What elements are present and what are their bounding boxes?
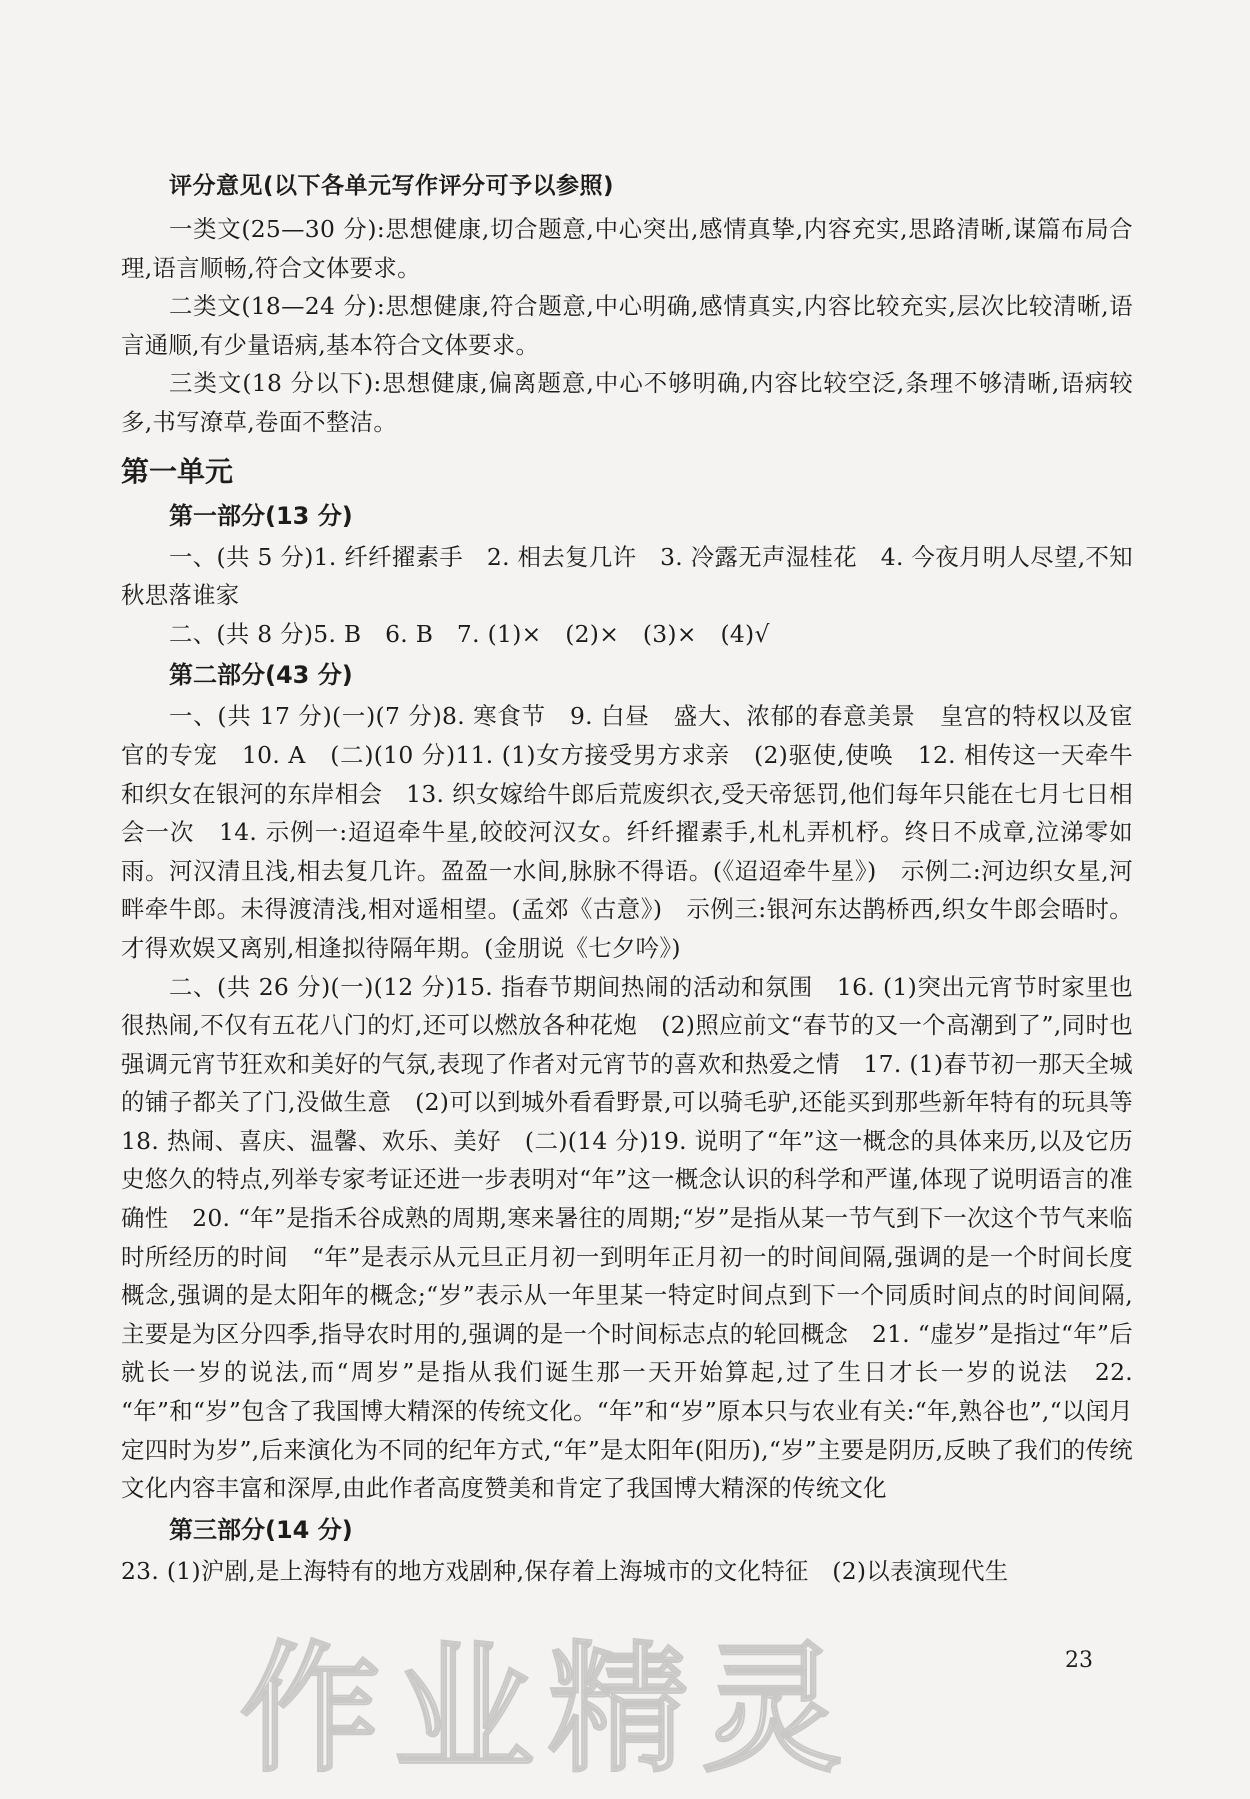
part-3-title: 第三部分(14 分) [169, 1515, 353, 1544]
scoring-heading: 评分意见(以下各单元写作评分可予以参照) [169, 173, 615, 199]
part-2-paragraph-2: 二、(共 26 分)(一)(12 分)15. 指春节期间热闹的活动和氛围 16. (1)突出元宵节时家里也很热闹,不仅有五花八门的灯,还可以燃放各种花炮 (2)照应前文“春节的又一个高潮到了”,同时也强调元宵节狂欢和美好的气氛,表现了作者对元宵节的喜欢和热爱之情 17. (1)春节初一那天全城的铺子都关了门,没做生意 (2)可以到城外看看野景,可以骑毛驴,还能买到那些新年特有的玩具等 18. 热闹、喜庆、温馨、欢乐、美好 (二)(14 分)19. 说明了“年”这一概念的具体来历,以及它历史悠久的特点,列举专家考证还进一步表明对“年”这一概念认识的科学和严谨,体现了说明语言的准确性 20. “年”是指禾谷成熟的周期,寒来暑往的周期;“岁”是指从某一节气到下一次这个节气来临时所经历的时间 “年”是表示从元旦正月初一到明年正月初一的时间间隔,强调的是一个时间长度概念,强调的是太阳年的概念;“岁”表示从一年里某一特定时间点到下一个同质时间点的时间间隔,主要是为区分四季,指导农时用的,强调的是一个时间标志点的轮回概念 21. “虚岁”是指过“年”后就长一岁的说法,而“周岁”是指从我们诞生那一天开始算起,过了生日才长一岁的说法 22. “年”和“岁”包含了我国博大精深的传统文化。“年”和“岁”原本只与农业有关:“年,熟谷也”,“以闰月定四时为岁”,后来演化为不同的纪年方式,“年”是太阳年(阳历),“岁”主要是阴历,反映了我们的传统文化内容丰富和深厚,由此作者高度赞美和肯定了我国博大精深的传统文化 [121, 972, 1157, 1503]
unit-title: 第一单元 [121, 454, 234, 488]
scoring-item-3: 三类文(18 分以下):思想健康,偏离题意,中心不够明确,内容比较空泛,条理不够清晰,语病较多,书写潦草,卷面不整洁。 [121, 369, 1133, 436]
scoring-item-1: 一类文(25—30 分):思想健康,切合题意,中心突出,感情真挚,内容充实,思路清晰,谋篇布局合理,语言顺畅,符合文体要求。 [121, 215, 1133, 282]
part-3-paragraph-1: 23. (1)沪剧,是上海特有的地方戏剧种,保存着上海城市的文化特征 (2)以表演现代生 [121, 1556, 1009, 1585]
part-2-title: 第二部分(43 分) [169, 661, 353, 690]
page-number: 23 [1065, 1648, 1093, 1673]
part-2-paragraph-1: 一、(共 17 分)(一)(7 分)8. 寒食节 9. 白昼 盛大、浓郁的春意美景 皇宫的特权以及宦官的专宠 10. A (二)(10 分)11. (1)女方接受男方求亲 (2)驱使,使唤 12. 相传这一天牵牛和织女在银河的东岸相会 13. 织女嫁给牛郎后荒废织衣,受天帝惩罚,他们每年只能在七月七日相会一次 14. 示例一:迢迢牵牛星,皎皎河汉女。纤纤擢素手,札札弄机杼。终日不成章,泣涕零如雨。河汉清且浅,相去复几许。盈盈一水间,脉脉不得语。(《迢迢牵牛星》) 示例二:河边织女星,河畔牵牛郎。未得渡清浅,相对遥相望。(孟郊《古意》) 示例三:银河东达鹊桥西,织女牛郎会晤时。才得欢娱又离别,相逢拟待隔年期。(金朋说《七夕吟》) [121, 702, 1133, 962]
page-content [121, 168, 1157, 1590]
scoring-item-2: 二类文(18—24 分):思想健康,符合题意,中心明确,感情真实,内容比较充实,层次比较清晰,语言通顺,有少量语病,基本符合文体要求。 [121, 292, 1133, 359]
part-1-paragraph-2: 二、(共 8 分)5. B 6. B 7. (1)× (2)× (3)× (4)√ [169, 619, 770, 648]
part-1-paragraph-1: 一、(共 5 分)1. 纤纤擢素手 2. 相去复几许 3. 冷露无声湿桂花 4. 今夜月明人尽望,不知秋思落谁家 [121, 542, 1133, 610]
part-1-title: 第一部分(13 分) [169, 501, 353, 530]
watermark-logo: 作业精灵 [240, 1629, 857, 1792]
